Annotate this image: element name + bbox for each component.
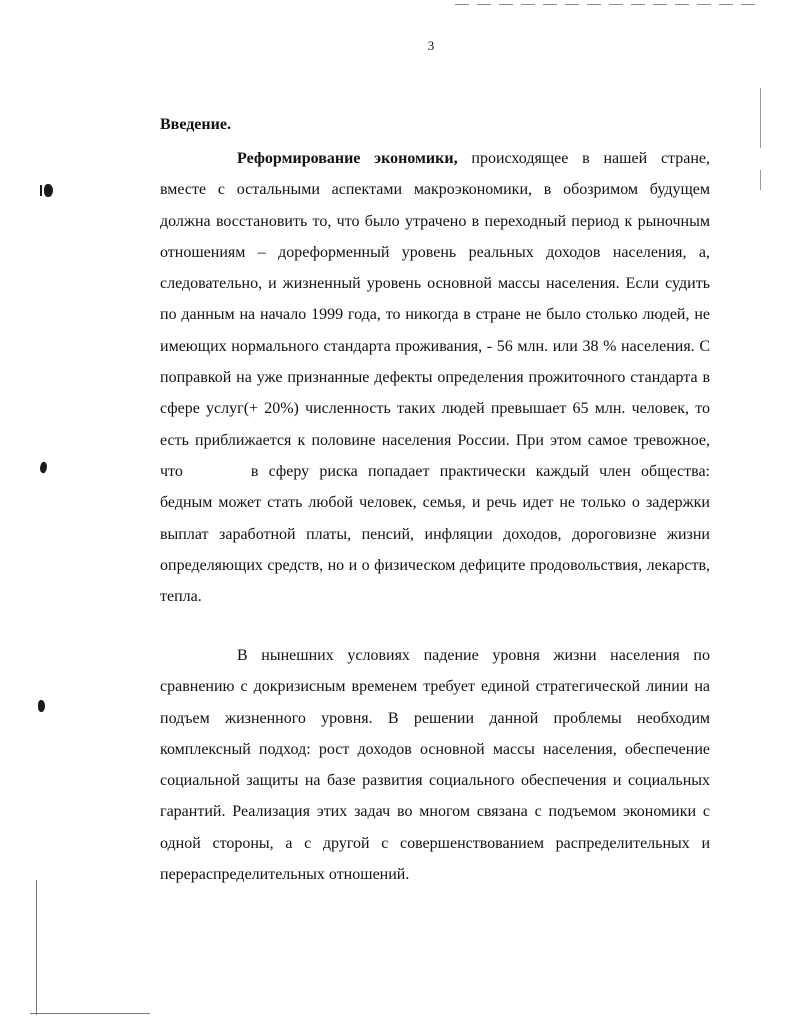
scan-artifact-left-edge: [36, 880, 37, 1015]
scan-artifact-bottom-edge: [30, 1013, 150, 1014]
scan-artifact-right-edge: [760, 170, 761, 190]
scan-artifact-top-rule: [455, 4, 755, 5]
section-heading: Введение.: [160, 116, 231, 133]
paragraph-lead-bold: Реформирование экономики,: [237, 150, 458, 167]
punch-hole-mark: [44, 184, 53, 197]
paragraph-2: [160, 640, 710, 890]
punch-hole-mark: [38, 700, 45, 712]
paragraph-text: В нынешних условиях падение уровня жизни населения по сравнению с докризисным временем требует единой стратегической линии на подъем жизненного уровня. В решении данной проблемы необходим комплексный подход: рост доходов основной массы населения, обеспечение социальной защиты на базе развития социального обеспечения и социальных гарантий. Реализация этих задач во многом связана с подъемом экономики с одной стороны, а с другой с совершенствованием распределительных и перераспределительных отношений.: [160, 647, 710, 884]
punch-hole-mark: [38, 461, 48, 474]
paragraph-1: [160, 143, 710, 612]
paragraph-text: происходящее в нашей стране, вместе с остальными аспектами макроэкономики, в обозримом будущем должна восстановить то, что было утрачено в переходный период к рыночным отношениям – дореформенный уровень реальных доходов населения, а, следовательно, и жизненный уровень основной массы населения. Если судить по данным на начало 1999 года, то никогда в стране не было столько людей, не имеющих нормального стандарта проживания, - 56 млн. или 38 % населения. С поправкой на уже признанные дефекты определения прожиточного стандарта в сфере услуг(+ 20%) численность таких людей превышает 65 млн. человек, то есть приближается к половине населения России. При этом самое тревожное, что: [160, 150, 710, 480]
paragraph-text: в сферу риска попадает практически каждый член общества: бедным может стать любой человек, семья, и речь идет не только о задержки выплат заработной платы, пенсий, инфляции доходов, дороговизне жизни определяющих средств, но и о физическом дефиците продовольствия, лекарств, тепла.: [160, 462, 710, 606]
page-number: 3: [427, 38, 435, 53]
scan-artifact-right-edge: [760, 88, 761, 148]
